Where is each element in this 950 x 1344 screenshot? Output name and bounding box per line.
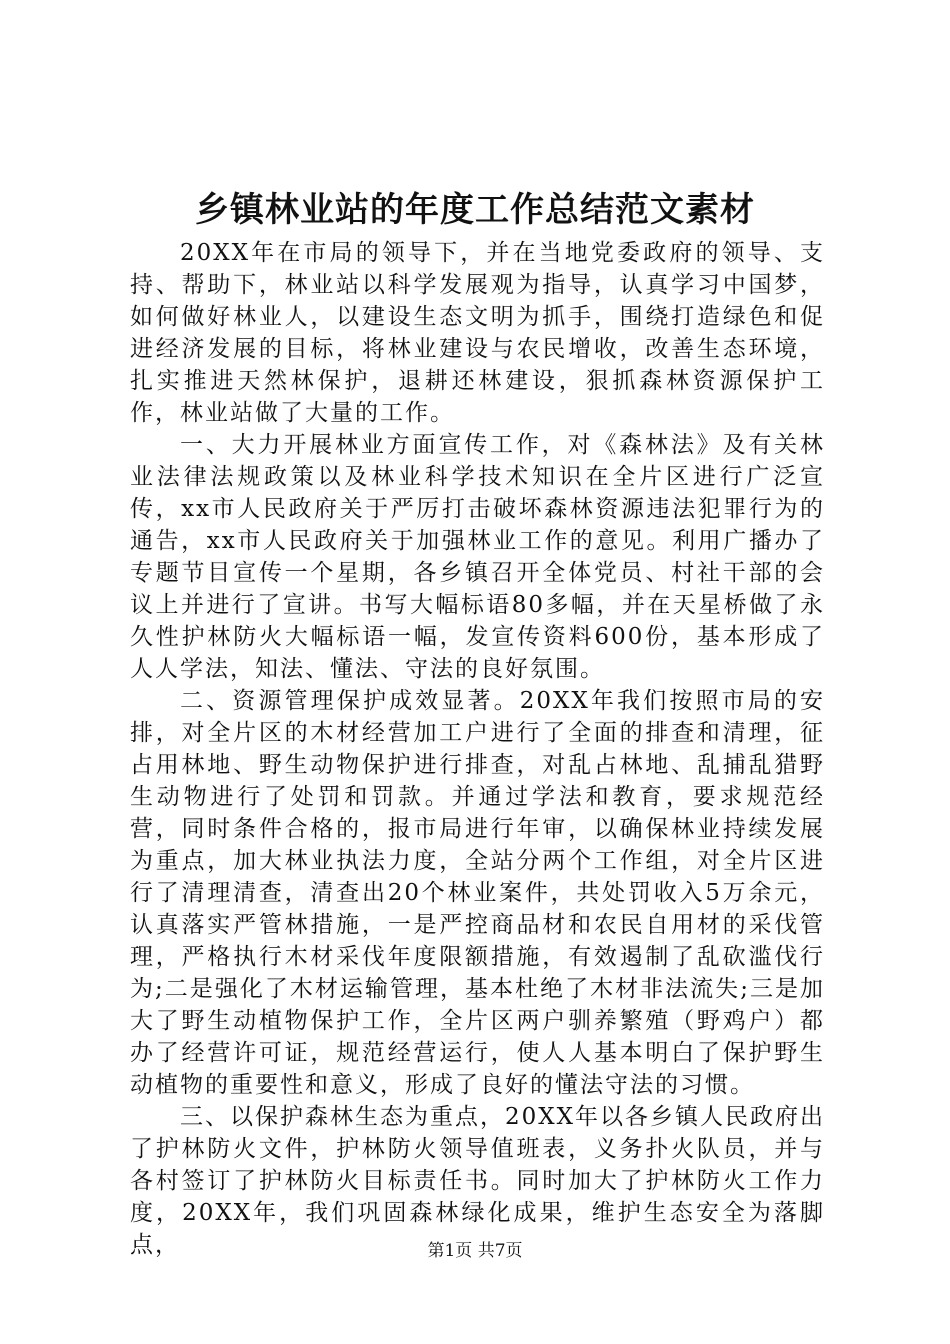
document-title: 乡镇林业站的年度工作总结范文素材 [195,190,755,230]
page-number-footer: 第1页 共7页 [427,1241,523,1261]
section-2-paragraph: 二、资源管理保护成效显著。20XX年我们按照市局的安排，对全片区的木材经营加工户进行了全面的排查和清理，征占用林地、野生动物保护进行排查，对乱占林地、乱捕乱猎野生动物进行了处罚和罚款。并通过学法和教育，要求规范经营，同时条件合格的，报市局进行年审，以确保林业持续发展为重点，加大林业执法力度，全站分两个工作组，对全片区进行了清理清查，清查出20个林业案件，共处罚收入5万余元，认真落实严管林措施，一是严控商品材和农民自用材的采伐管理，严格执行木材采伐年度限额措施，有效遏制了乱砍滥伐行为;二是强化了木材运输管理，基本杜绝了木材非法流失;三是加大了野生动植物保护工作，全片区两户驯养繁殖（野鸡户）都办了经营许可证，规范经营运行，使人人基本明白了保护野生动植物的重要性和意义，形成了良好的懂法守法的习惯。 [130,688,825,1098]
intro-paragraph: 20XX年在市局的领导下，并在当地党委政府的领导、支持、帮助下，林业站以科学发展观为指导，认真学习中国梦，如何做好林业人，以建设生态文明为抓手，围绕打造绿色和促进经济发展的目标，将林业建设与农民增收，改善生态环境，扎实推进天然林保护，退耕还林建设，狠抓森林资源保护工作，林业站做了大量的工作。 [130,240,825,426]
document-body [130,237,825,1261]
section-1-paragraph: 一、大力开展林业方面宣传工作，对《森林法》及有关林业法律法规政策以及林业科学技术知识在全片区进行广泛宣传，xx市人民政府关于严厉打击破坏森林资源违法犯罪行为的通告，xx市人民政府关于加强林业工作的意见。利用广播办了专题节目宣传一个星期，各乡镇召开全体党员、村社干部的会议上并进行了宣讲。书写大幅标语80多幅，并在天星桥做了永久性护林防火大幅标语一幅，发宣传资料600份，基本形成了人人学法，知法、懂法、守法的良好氛围。 [130,432,825,682]
section-3-paragraph: 三、以保护森林生态为重点，20XX年以各乡镇人民政府出了护林防火文件，护林防火领导值班表，义务扑火队员，并与各村签订了护林防火目标责任书。同时加大了护林防火工作力度，20XX年，我们巩固森林绿化成果，维护生态安全为落脚点， [130,1104,826,1258]
